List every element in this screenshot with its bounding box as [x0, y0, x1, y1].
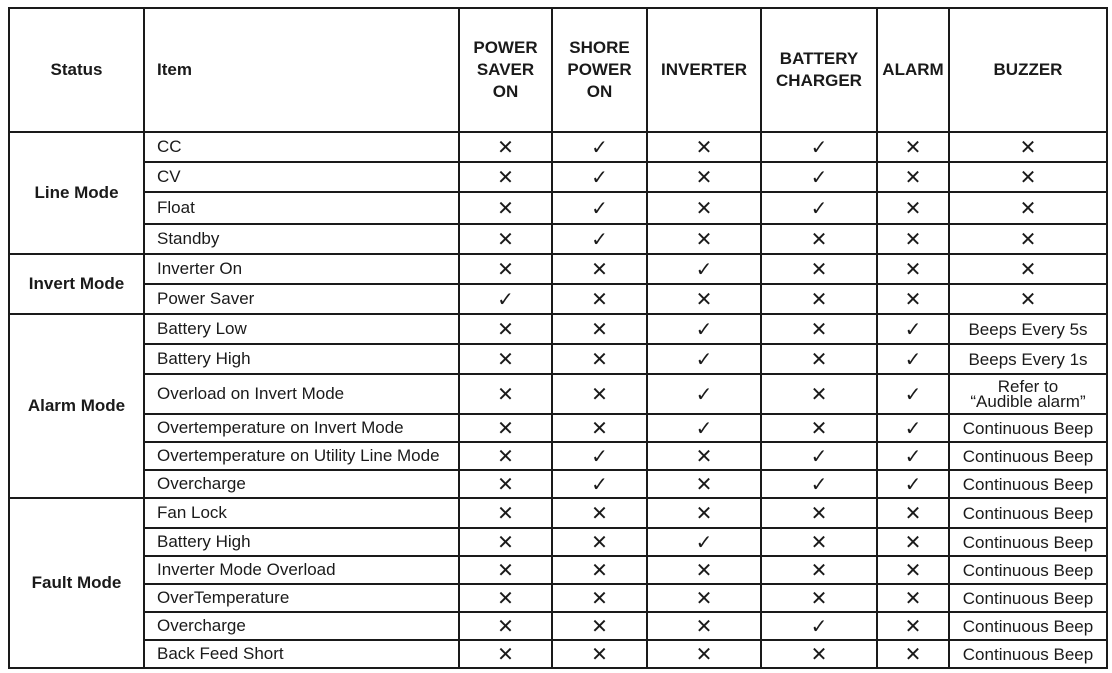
cross-icon: ✕: [810, 318, 828, 341]
inverter-cell: [647, 284, 761, 314]
header-battery-charger: BATTERY CHARGER: [761, 8, 877, 132]
battery-charger-cell: [761, 470, 877, 498]
cross-icon: ✕: [810, 228, 828, 251]
header-power-saver-on: POWER SAVER ON: [459, 8, 552, 132]
alarm-cell: [877, 498, 949, 528]
shore-power-cell: [552, 374, 647, 414]
power-saver-cell: [459, 612, 552, 640]
power-saver-cell: [459, 162, 552, 192]
inverter-cell: [647, 374, 761, 414]
table-row: [9, 640, 1107, 668]
check-icon: ✓: [591, 228, 608, 251]
cross-icon: ✕: [695, 166, 713, 189]
power-saver-cell: [459, 254, 552, 284]
table-row: [9, 442, 1107, 470]
check-icon: ✓: [591, 445, 608, 468]
buzzer-cell: [949, 162, 1107, 192]
power-saver-cell: [459, 284, 552, 314]
check-icon: ✓: [904, 348, 922, 371]
power-saver-cell: [459, 414, 552, 442]
inverter-cell: [647, 224, 761, 254]
power-saver-cell: [459, 442, 552, 470]
cross-icon: ✕: [497, 643, 514, 666]
cross-icon: ✕: [497, 318, 514, 341]
item-label: Inverter On: [144, 254, 459, 284]
inverter-cell: [647, 314, 761, 344]
buzzer-cell: [949, 192, 1107, 224]
cross-icon: ✕: [904, 531, 922, 554]
item-label: Power Saver: [144, 284, 459, 314]
buzzer-cell: Refer to “Audible alarm”: [949, 374, 1107, 414]
table-row: [9, 584, 1107, 612]
cross-icon: ✕: [904, 288, 922, 311]
buzzer-cell: [949, 224, 1107, 254]
check-icon: ✓: [810, 445, 828, 468]
shore-power-cell: [552, 224, 647, 254]
item-label: Battery High: [144, 528, 459, 556]
battery-charger-cell: [761, 224, 877, 254]
power-saver-cell: [459, 314, 552, 344]
cross-icon: ✕: [904, 228, 922, 251]
cross-icon: ✕: [695, 136, 713, 159]
item-label: OverTemperature: [144, 584, 459, 612]
buzzer-cell: Beeps Every 1s: [949, 344, 1107, 374]
shore-power-cell: [552, 640, 647, 668]
cross-icon: ✕: [591, 531, 608, 554]
cross-icon: ✕: [904, 197, 922, 220]
power-saver-cell: [459, 528, 552, 556]
item-label: Overcharge: [144, 470, 459, 498]
cross-icon: ✕: [497, 445, 514, 468]
inverter-cell: [647, 254, 761, 284]
buzzer-cell: [949, 254, 1107, 284]
inverter-cell: [647, 612, 761, 640]
check-icon: ✓: [810, 197, 828, 220]
battery-charger-cell: [761, 344, 877, 374]
item-label: Fan Lock: [144, 498, 459, 528]
shore-power-cell: [552, 442, 647, 470]
check-icon: ✓: [695, 531, 713, 554]
item-label: Inverter Mode Overload: [144, 556, 459, 584]
alarm-cell: [877, 584, 949, 612]
alarm-cell: [877, 612, 949, 640]
cross-icon: ✕: [591, 502, 608, 525]
check-icon: ✓: [497, 288, 514, 311]
inverter-cell: [647, 162, 761, 192]
cross-icon: ✕: [497, 258, 514, 281]
battery-charger-cell: [761, 374, 877, 414]
status-group-label: Invert Mode: [9, 254, 144, 314]
alarm-cell: [877, 414, 949, 442]
buzzer-cell: Continuous Beep: [949, 528, 1107, 556]
item-label: Battery Low: [144, 314, 459, 344]
power-saver-cell: [459, 470, 552, 498]
cross-icon: ✕: [1019, 197, 1037, 220]
check-icon: ✓: [810, 136, 828, 159]
table-row: [9, 132, 1107, 162]
cross-icon: ✕: [591, 587, 608, 610]
table-row: [9, 498, 1107, 528]
check-icon: ✓: [695, 383, 713, 406]
table-row: [9, 254, 1107, 284]
buzzer-cell: Continuous Beep: [949, 640, 1107, 668]
table-row: [9, 344, 1107, 374]
table-row: [9, 284, 1107, 314]
buzzer-cell: [949, 284, 1107, 314]
cross-icon: ✕: [497, 531, 514, 554]
table-row: [9, 414, 1107, 442]
cross-icon: ✕: [497, 348, 514, 371]
header-alarm: ALARM: [877, 8, 949, 132]
buzzer-cell: Continuous Beep: [949, 470, 1107, 498]
item-label: CV: [144, 162, 459, 192]
cross-icon: ✕: [497, 166, 514, 189]
shore-power-cell: [552, 344, 647, 374]
cross-icon: ✕: [1019, 228, 1037, 251]
cross-icon: ✕: [695, 473, 713, 496]
buzzer-cell: [949, 132, 1107, 162]
battery-charger-cell: [761, 414, 877, 442]
cross-icon: ✕: [810, 383, 828, 406]
check-icon: ✓: [695, 318, 713, 341]
header-inverter: INVERTER: [647, 8, 761, 132]
battery-charger-cell: [761, 528, 877, 556]
battery-charger-cell: [761, 284, 877, 314]
battery-charger-cell: [761, 640, 877, 668]
cross-icon: ✕: [1019, 166, 1037, 189]
cross-icon: ✕: [1019, 258, 1037, 281]
cross-icon: ✕: [591, 288, 608, 311]
inverter-cell: [647, 556, 761, 584]
table-row: [9, 224, 1107, 254]
alarm-cell: [877, 284, 949, 314]
cross-icon: ✕: [591, 318, 608, 341]
cross-icon: ✕: [810, 531, 828, 554]
cross-icon: ✕: [695, 445, 713, 468]
alarm-cell: [877, 528, 949, 556]
item-label: Overcharge: [144, 612, 459, 640]
cross-icon: ✕: [497, 615, 514, 638]
shore-power-cell: [552, 414, 647, 442]
table-row: [9, 470, 1107, 498]
cross-icon: ✕: [695, 228, 713, 251]
cross-icon: ✕: [904, 587, 922, 610]
battery-charger-cell: [761, 192, 877, 224]
item-label: Float: [144, 192, 459, 224]
buzzer-cell: Continuous Beep: [949, 556, 1107, 584]
cross-icon: ✕: [904, 258, 922, 281]
battery-charger-cell: [761, 584, 877, 612]
battery-charger-cell: [761, 556, 877, 584]
power-saver-cell: [459, 556, 552, 584]
battery-charger-cell: [761, 612, 877, 640]
header-buzzer: BUZZER: [949, 8, 1107, 132]
item-label: Battery High: [144, 344, 459, 374]
power-saver-cell: [459, 192, 552, 224]
cross-icon: ✕: [497, 228, 514, 251]
status-group-label: Alarm Mode: [9, 314, 144, 498]
buzzer-cell: Continuous Beep: [949, 414, 1107, 442]
check-icon: ✓: [904, 445, 922, 468]
cross-icon: ✕: [904, 502, 922, 525]
cross-icon: ✕: [497, 383, 514, 406]
alarm-cell: [877, 640, 949, 668]
battery-charger-cell: [761, 254, 877, 284]
status-group-label: Line Mode: [9, 132, 144, 254]
table-row: [9, 192, 1107, 224]
check-icon: ✓: [591, 197, 608, 220]
cross-icon: ✕: [591, 348, 608, 371]
item-label: Overtemperature on Utility Line Mode: [144, 442, 459, 470]
alarm-cell: [877, 314, 949, 344]
power-saver-cell: [459, 344, 552, 374]
table-row: [9, 612, 1107, 640]
cross-icon: ✕: [810, 417, 828, 440]
header-status: Status: [9, 8, 144, 132]
cross-icon: ✕: [904, 615, 922, 638]
cross-icon: ✕: [591, 559, 608, 582]
cross-icon: ✕: [810, 502, 828, 525]
shore-power-cell: [552, 470, 647, 498]
alarm-cell: [877, 192, 949, 224]
cross-icon: ✕: [810, 258, 828, 281]
power-saver-cell: [459, 224, 552, 254]
table-row: [9, 314, 1107, 344]
shore-power-cell: [552, 498, 647, 528]
item-label: Standby: [144, 224, 459, 254]
cross-icon: ✕: [695, 615, 713, 638]
check-icon: ✓: [810, 615, 828, 638]
alarm-cell: [877, 470, 949, 498]
cross-icon: ✕: [810, 559, 828, 582]
shore-power-cell: [552, 192, 647, 224]
cross-icon: ✕: [695, 197, 713, 220]
cross-icon: ✕: [497, 587, 514, 610]
buzzer-cell: Beeps Every 5s: [949, 314, 1107, 344]
inverter-cell: [647, 344, 761, 374]
alarm-cell: [877, 442, 949, 470]
check-icon: ✓: [904, 318, 922, 341]
check-icon: ✓: [904, 473, 922, 496]
shore-power-cell: [552, 254, 647, 284]
status-table: [8, 7, 1108, 669]
cross-icon: ✕: [904, 643, 922, 666]
cross-icon: ✕: [591, 417, 608, 440]
cross-icon: ✕: [810, 288, 828, 311]
cross-icon: ✕: [591, 383, 608, 406]
table-row: [9, 374, 1107, 414]
cross-icon: ✕: [695, 559, 713, 582]
alarm-cell: [877, 556, 949, 584]
check-icon: ✓: [695, 258, 713, 281]
buzzer-cell: Continuous Beep: [949, 584, 1107, 612]
shore-power-cell: [552, 132, 647, 162]
battery-charger-cell: [761, 498, 877, 528]
check-icon: ✓: [904, 417, 922, 440]
header-shore-power-on: SHORE POWER ON: [552, 8, 647, 132]
check-icon: ✓: [904, 383, 922, 406]
cross-icon: ✕: [810, 587, 828, 610]
check-icon: ✓: [810, 166, 828, 189]
cross-icon: ✕: [497, 136, 514, 159]
table-row: [9, 528, 1107, 556]
shore-power-cell: [552, 556, 647, 584]
header-item: Item: [144, 8, 459, 132]
check-icon: ✓: [591, 136, 608, 159]
shore-power-cell: [552, 162, 647, 192]
buzzer-cell: Continuous Beep: [949, 498, 1107, 528]
inverter-cell: [647, 192, 761, 224]
check-icon: ✓: [810, 473, 828, 496]
cross-icon: ✕: [1019, 288, 1037, 311]
power-saver-cell: [459, 374, 552, 414]
shore-power-cell: [552, 528, 647, 556]
cross-icon: ✕: [497, 473, 514, 496]
check-icon: ✓: [591, 166, 608, 189]
check-icon: ✓: [695, 417, 713, 440]
check-icon: ✓: [591, 473, 608, 496]
shore-power-cell: [552, 612, 647, 640]
battery-charger-cell: [761, 132, 877, 162]
check-icon: ✓: [695, 348, 713, 371]
buzzer-cell: Continuous Beep: [949, 442, 1107, 470]
alarm-cell: [877, 224, 949, 254]
cross-icon: ✕: [695, 288, 713, 311]
power-saver-cell: [459, 132, 552, 162]
cross-icon: ✕: [1019, 136, 1037, 159]
inverter-cell: [647, 640, 761, 668]
power-saver-cell: [459, 498, 552, 528]
cross-icon: ✕: [497, 417, 514, 440]
item-label: Overtemperature on Invert Mode: [144, 414, 459, 442]
inverter-cell: [647, 414, 761, 442]
alarm-cell: [877, 162, 949, 192]
cross-icon: ✕: [591, 643, 608, 666]
cross-icon: ✕: [497, 197, 514, 220]
shore-power-cell: [552, 314, 647, 344]
item-label: Overload on Invert Mode: [144, 374, 459, 414]
inverter-cell: [647, 132, 761, 162]
battery-charger-cell: [761, 314, 877, 344]
inverter-cell: [647, 584, 761, 612]
cross-icon: ✕: [904, 136, 922, 159]
inverter-cell: [647, 470, 761, 498]
shore-power-cell: [552, 284, 647, 314]
item-label: Back Feed Short: [144, 640, 459, 668]
cross-icon: ✕: [904, 166, 922, 189]
item-label: CC: [144, 132, 459, 162]
cross-icon: ✕: [810, 348, 828, 371]
status-group-label: Fault Mode: [9, 498, 144, 668]
shore-power-cell: [552, 584, 647, 612]
table-row: [9, 556, 1107, 584]
cross-icon: ✕: [591, 615, 608, 638]
cross-icon: ✕: [695, 643, 713, 666]
cross-icon: ✕: [695, 502, 713, 525]
alarm-cell: [877, 344, 949, 374]
power-saver-cell: [459, 584, 552, 612]
alarm-cell: [877, 132, 949, 162]
alarm-cell: [877, 374, 949, 414]
cross-icon: ✕: [497, 559, 514, 582]
cross-icon: ✕: [591, 258, 608, 281]
buzzer-cell: Continuous Beep: [949, 612, 1107, 640]
table-row: [9, 162, 1107, 192]
cross-icon: ✕: [810, 643, 828, 666]
header-row: [9, 8, 1107, 132]
battery-charger-cell: [761, 162, 877, 192]
inverter-cell: [647, 442, 761, 470]
cross-icon: ✕: [904, 559, 922, 582]
power-saver-cell: [459, 640, 552, 668]
table-body: [9, 132, 1107, 668]
alarm-cell: [877, 254, 949, 284]
battery-charger-cell: [761, 442, 877, 470]
cross-icon: ✕: [497, 502, 514, 525]
inverter-cell: [647, 528, 761, 556]
inverter-cell: [647, 498, 761, 528]
cross-icon: ✕: [695, 587, 713, 610]
